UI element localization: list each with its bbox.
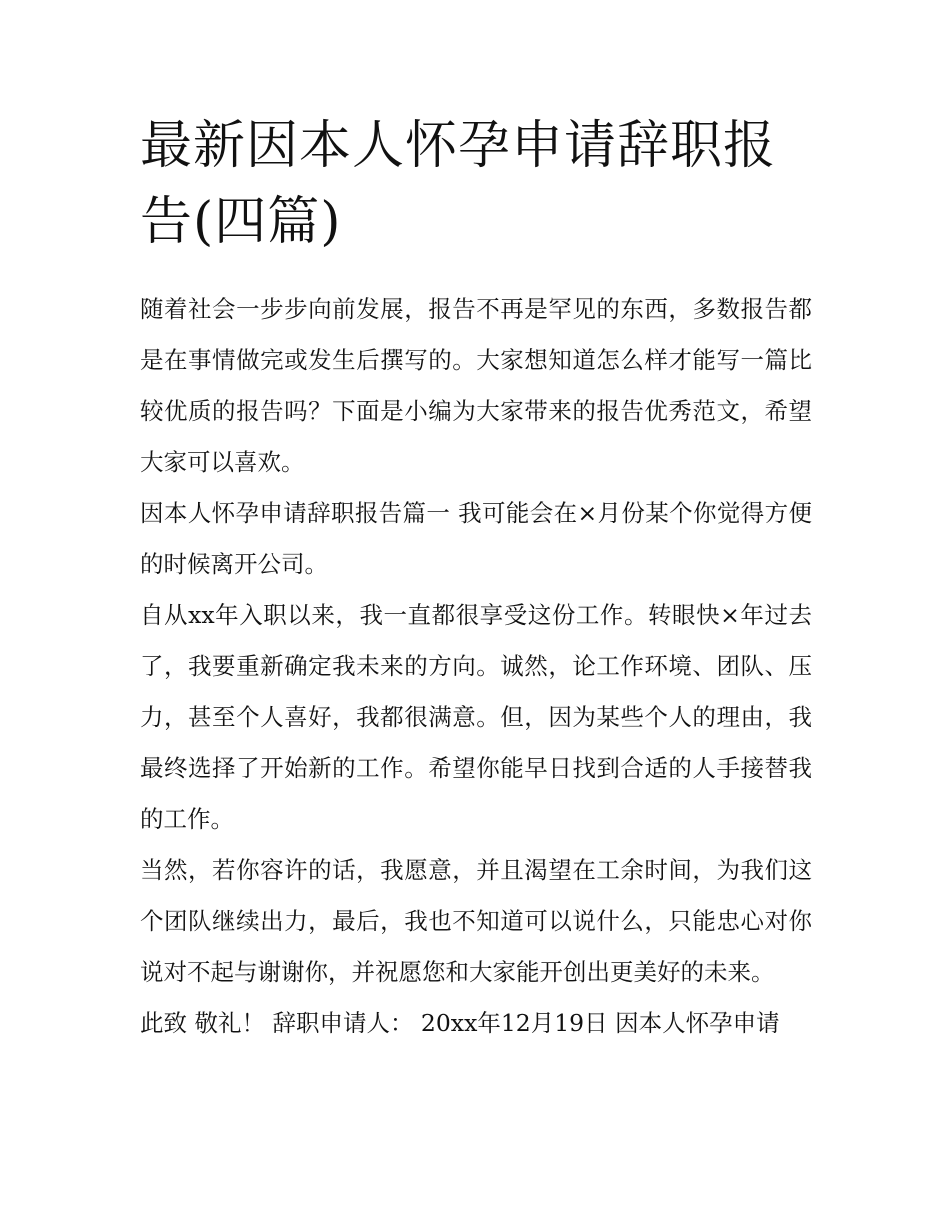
body-paragraph: 当然，若你容许的话，我愿意，并且渴望在工余时间，为我们这个团队继续出力，最后，我也不知道可以说什么，只能忠心对你说对不起与谢谢你，并祝愿您和大家能开创出更美好的未来。: [140, 856, 812, 986]
body-paragraph: 自从xx年入职以来，我一直都很享受这份工作。转眼快×年过去了，我要重新确定我未来的方向。诚然，论工作环境、团队、压力，甚至个人喜好，我都很满意。但，因为某些个人的理由，我最终选择了开始新的工作。希望你能早日找到合适的人手接替我的工作。: [140, 601, 812, 833]
document-body: [140, 108, 812, 1049]
closing-paragraph: 此致 敬礼！ 辞职申请人： 20xx年12月19日 因本人怀孕申请: [140, 1009, 780, 1037]
intro-paragraph: 随着社会一步步向前发展，报告不再是罕见的东西，多数报告都是在事情做完或发生后撰写的。大家想知道怎么样才能写一篇比较优质的报告吗？下面是小编为大家带来的报告优秀范文，希望大家可以喜欢。: [140, 295, 812, 476]
section-heading-paragraph: 因本人怀孕申请辞职报告篇一 我可能会在×月份某个你觉得方便的时候离开公司。: [140, 499, 812, 578]
document-title: 最新因本人怀孕申请辞职报告(四篇): [140, 116, 777, 252]
